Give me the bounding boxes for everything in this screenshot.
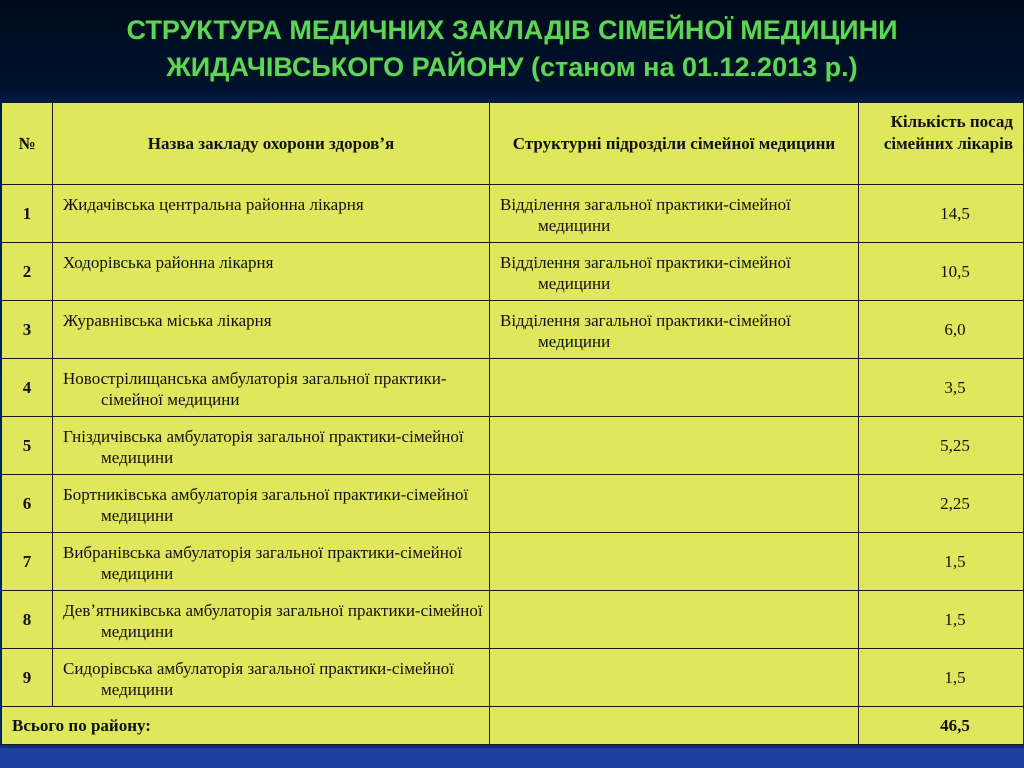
doctor-positions [859, 649, 1024, 707]
facility-name [53, 591, 490, 649]
structural-unit [490, 417, 859, 475]
table-row [2, 359, 1024, 417]
doctor-positions-text: 2,25 [940, 494, 970, 513]
table-row [2, 417, 1024, 475]
doctor-positions [859, 185, 1024, 243]
title-line-1: СТРУКТУРА МЕДИЧНИХ ЗАКЛАДІВ СІМЕЙНОЇ МЕДИЦИНИ [126, 15, 898, 45]
facility-name [53, 243, 490, 301]
doctor-positions [859, 533, 1024, 591]
facility-name [53, 417, 490, 475]
header-facility-name: Назва закладу охорони здоровʼя [53, 103, 490, 185]
header-number: № [2, 103, 53, 185]
doctor-positions [859, 243, 1024, 301]
facility-name-text: Бортниківська амбулаторія загальної практики-сімейної медицини [63, 485, 469, 525]
structural-unit-text: Відділення загальної практики-сімейної медицини [500, 195, 791, 235]
doctor-positions-text: 14,5 [940, 204, 970, 223]
structural-unit-text: Відділення загальної практики-сімейної медицини [500, 311, 791, 351]
facilities-table [1, 102, 1024, 745]
row-number: 2 [2, 243, 53, 301]
facility-name-text: Сидорівська амбулаторія загальної практики-сімейної медицини [63, 659, 454, 699]
facility-name [53, 359, 490, 417]
row-number: 5 [2, 417, 53, 475]
structural-unit [490, 649, 859, 707]
facility-name [53, 301, 490, 359]
total-empty-cell [490, 707, 859, 745]
total-value-text: 46,5 [940, 716, 970, 735]
table-row [2, 301, 1024, 359]
facility-name-text: Журавнівська міська лікарня [63, 311, 272, 330]
facility-name-text: Ходорівська районна лікарня [63, 253, 274, 272]
structural-unit [490, 475, 859, 533]
structural-unit [490, 185, 859, 243]
structural-unit [490, 243, 859, 301]
doctor-positions-text: 5,25 [940, 436, 970, 455]
slide-title [0, 12, 1024, 86]
title-line-2: ЖИДАЧІВСЬКОГО РАЙОНУ (станом на 01.12.2013 р.) [166, 52, 858, 82]
facility-name-text: Гніздичівська амбулаторія загальної практики-сімейної медицини [63, 427, 464, 467]
doctor-positions-text: 6,0 [944, 320, 966, 339]
table-row [2, 649, 1024, 707]
doctor-positions-text: 1,5 [944, 610, 966, 629]
facility-name-text: Новострілищанська амбулаторія загальної практики-сімейної медицини [63, 369, 447, 409]
doctor-positions-text: 1,5 [944, 552, 966, 571]
facility-name [53, 533, 490, 591]
doctor-positions [859, 301, 1024, 359]
facility-name-text: Жидачівська центральна районна лікарня [63, 195, 364, 214]
doctor-positions [859, 475, 1024, 533]
structural-unit-text: Відділення загальної практики-сімейної медицини [500, 253, 791, 293]
row-number: 8 [2, 591, 53, 649]
bottom-strip [0, 748, 1024, 768]
header-structural-units: Структурні підрозділи сімейної медицини [490, 103, 859, 185]
table-header-row [2, 103, 1024, 185]
doctor-positions-text: 3,5 [944, 378, 966, 397]
structural-unit [490, 533, 859, 591]
table-row [2, 533, 1024, 591]
table-row [2, 475, 1024, 533]
row-number: 4 [2, 359, 53, 417]
facility-name [53, 475, 490, 533]
structural-unit [490, 301, 859, 359]
row-number: 1 [2, 185, 53, 243]
facility-name-text: Девʼятниківська амбулаторія загальної практики-сімейної медицини [63, 601, 483, 641]
structural-unit [490, 359, 859, 417]
row-number: 9 [2, 649, 53, 707]
header-doctor-positions: Кількість посад сімейних лікарів [859, 103, 1024, 185]
structural-unit [490, 591, 859, 649]
row-number: 6 [2, 475, 53, 533]
doctor-positions [859, 591, 1024, 649]
facility-name [53, 185, 490, 243]
table-row [2, 591, 1024, 649]
facility-name-text: Вибранівська амбулаторія загальної практики-сімейної медицини [63, 543, 463, 583]
total-label: Всього по району: [2, 707, 490, 745]
total-value [859, 707, 1024, 745]
doctor-positions-text: 1,5 [944, 668, 966, 687]
table-row [2, 243, 1024, 301]
table-row [2, 185, 1024, 243]
doctor-positions [859, 417, 1024, 475]
facility-name [53, 649, 490, 707]
row-number: 3 [2, 301, 53, 359]
doctor-positions-text: 10,5 [940, 262, 970, 281]
total-row [2, 707, 1024, 745]
doctor-positions [859, 359, 1024, 417]
row-number: 7 [2, 533, 53, 591]
